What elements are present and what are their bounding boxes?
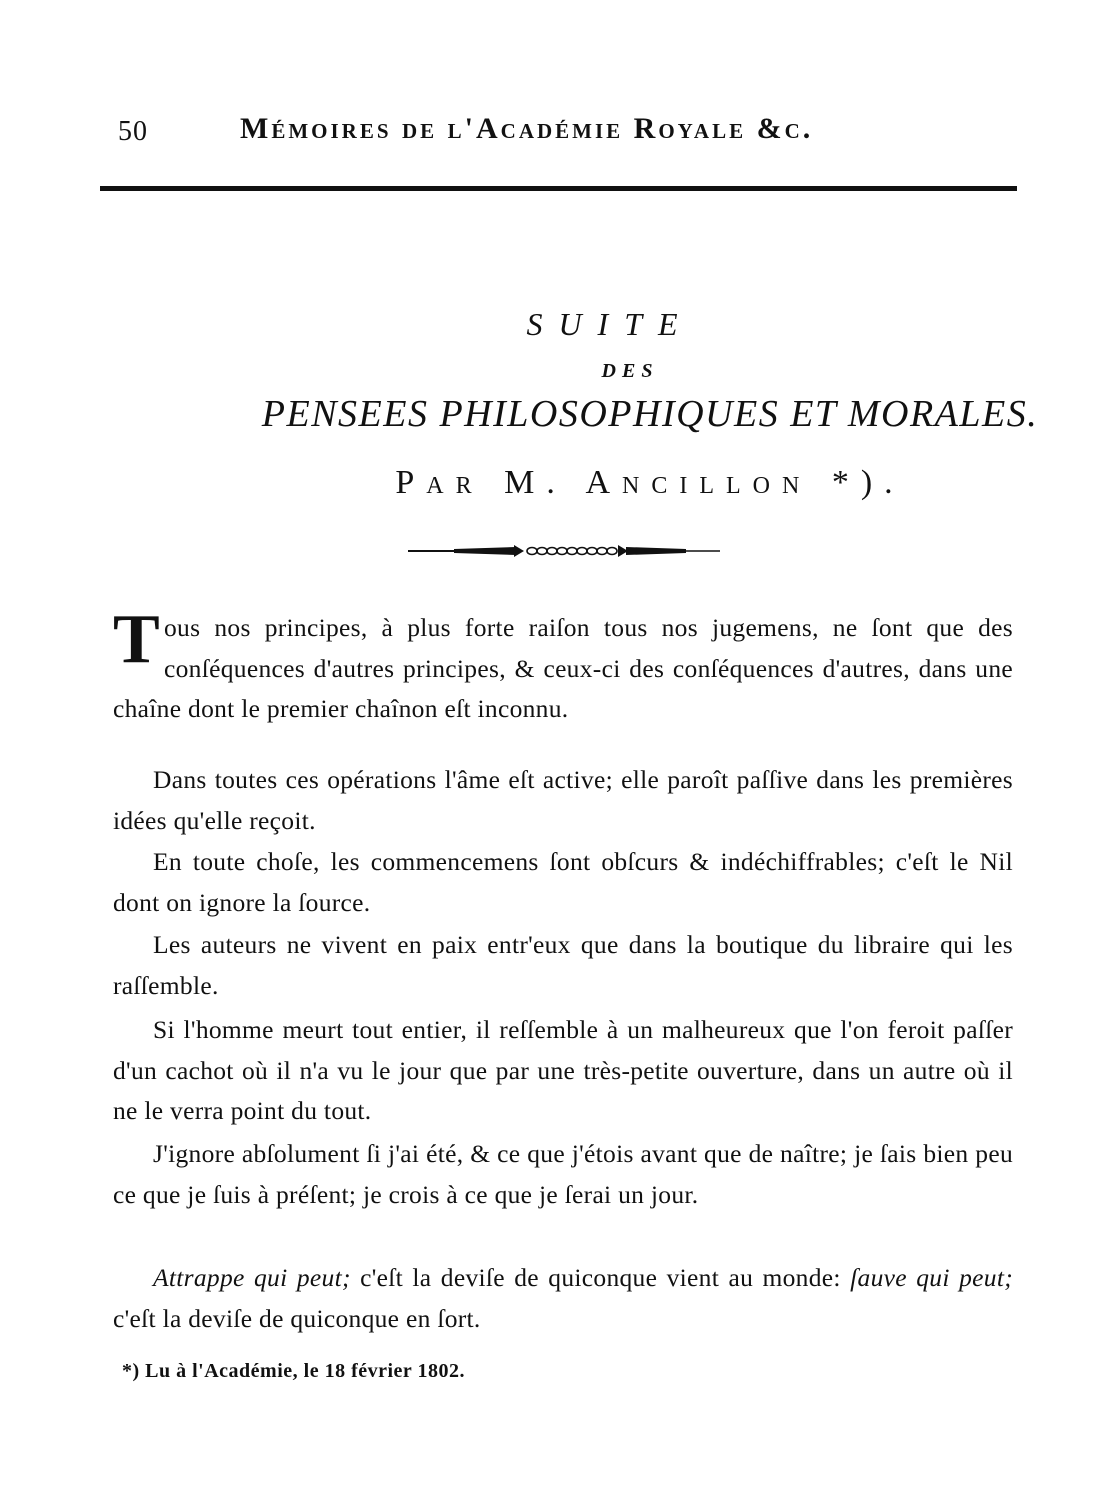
running-title: Mémoires de l'Académie Royale &c. bbox=[240, 112, 814, 145]
body-text bbox=[113, 1258, 1013, 1339]
body-text bbox=[113, 925, 1013, 1006]
paragraph-text: c'eſt la deviſe de quiconque vient au monde: bbox=[350, 1263, 851, 1292]
paragraph: Si l'homme meurt tout entier, il reſſemble à un malheureux que l'on feroit paſſer d'un cachot où il n'a vu le jour que par une très-petite ouverture, dans un autre où il ne le verra point du tout. bbox=[113, 1015, 1013, 1125]
title-author: Par M. Ancillon *). bbox=[395, 464, 905, 501]
body-text bbox=[113, 760, 1013, 841]
paragraph-text: c'eſt la deviſe de quiconque en ſort. bbox=[113, 1303, 481, 1333]
paragraph: J'ignore abſolument ſi j'ai été, & ce que j'étois avant que de naître; je ſais bien peu ce que je ſuis à préſent; je crois à ce que je ſerai un jour. bbox=[113, 1139, 1013, 1209]
title-suite: SUITE bbox=[526, 306, 694, 342]
running-header bbox=[100, 112, 1020, 152]
motto-italic: Attrappe qui peut; bbox=[153, 1263, 351, 1292]
title-des: DES bbox=[601, 360, 659, 382]
body-text bbox=[113, 1010, 1013, 1132]
drop-cap: T bbox=[113, 601, 160, 678]
page-number: 50 bbox=[118, 116, 148, 147]
paragraph bbox=[113, 1258, 1013, 1339]
title-main: PENSEES PHILOSOPHIQUES ET MORALES. bbox=[261, 393, 1039, 435]
body-text bbox=[113, 1134, 1013, 1215]
paragraph bbox=[113, 601, 1013, 730]
paragraph: Les auteurs ne vivent en paix entr'eux que dans la boutique du libraire qui les raſſemble. bbox=[113, 930, 1013, 1000]
fleuron-rule-ornament-icon bbox=[404, 540, 726, 562]
footnote: *) Lu à l'Académie, le 18 février 1802. bbox=[122, 1360, 465, 1382]
header-rule bbox=[100, 186, 1017, 191]
paragraph: En toute choſe, les commencemens ſont obſcurs & indéchiffrables; c'eſt le Nil dont on ignore la ſource. bbox=[113, 847, 1013, 917]
body-text bbox=[113, 842, 1013, 923]
paragraph: Dans toutes ces opérations l'âme eſt active; elle paroît paſſive dans les premières idées qu'elle reçoit. bbox=[113, 765, 1013, 835]
motto-italic: ſauve qui peut; bbox=[850, 1263, 1013, 1292]
body-text bbox=[113, 601, 1013, 730]
paragraph-text: ous nos principes, à plus forte raiſon tous nos jugemens, ne ſont que des conſéquences d'autres principes, & ceux-ci des conſéquences d'autres, dans une chaîne dont le premier chaînon eſt inconnu. bbox=[113, 613, 1013, 723]
